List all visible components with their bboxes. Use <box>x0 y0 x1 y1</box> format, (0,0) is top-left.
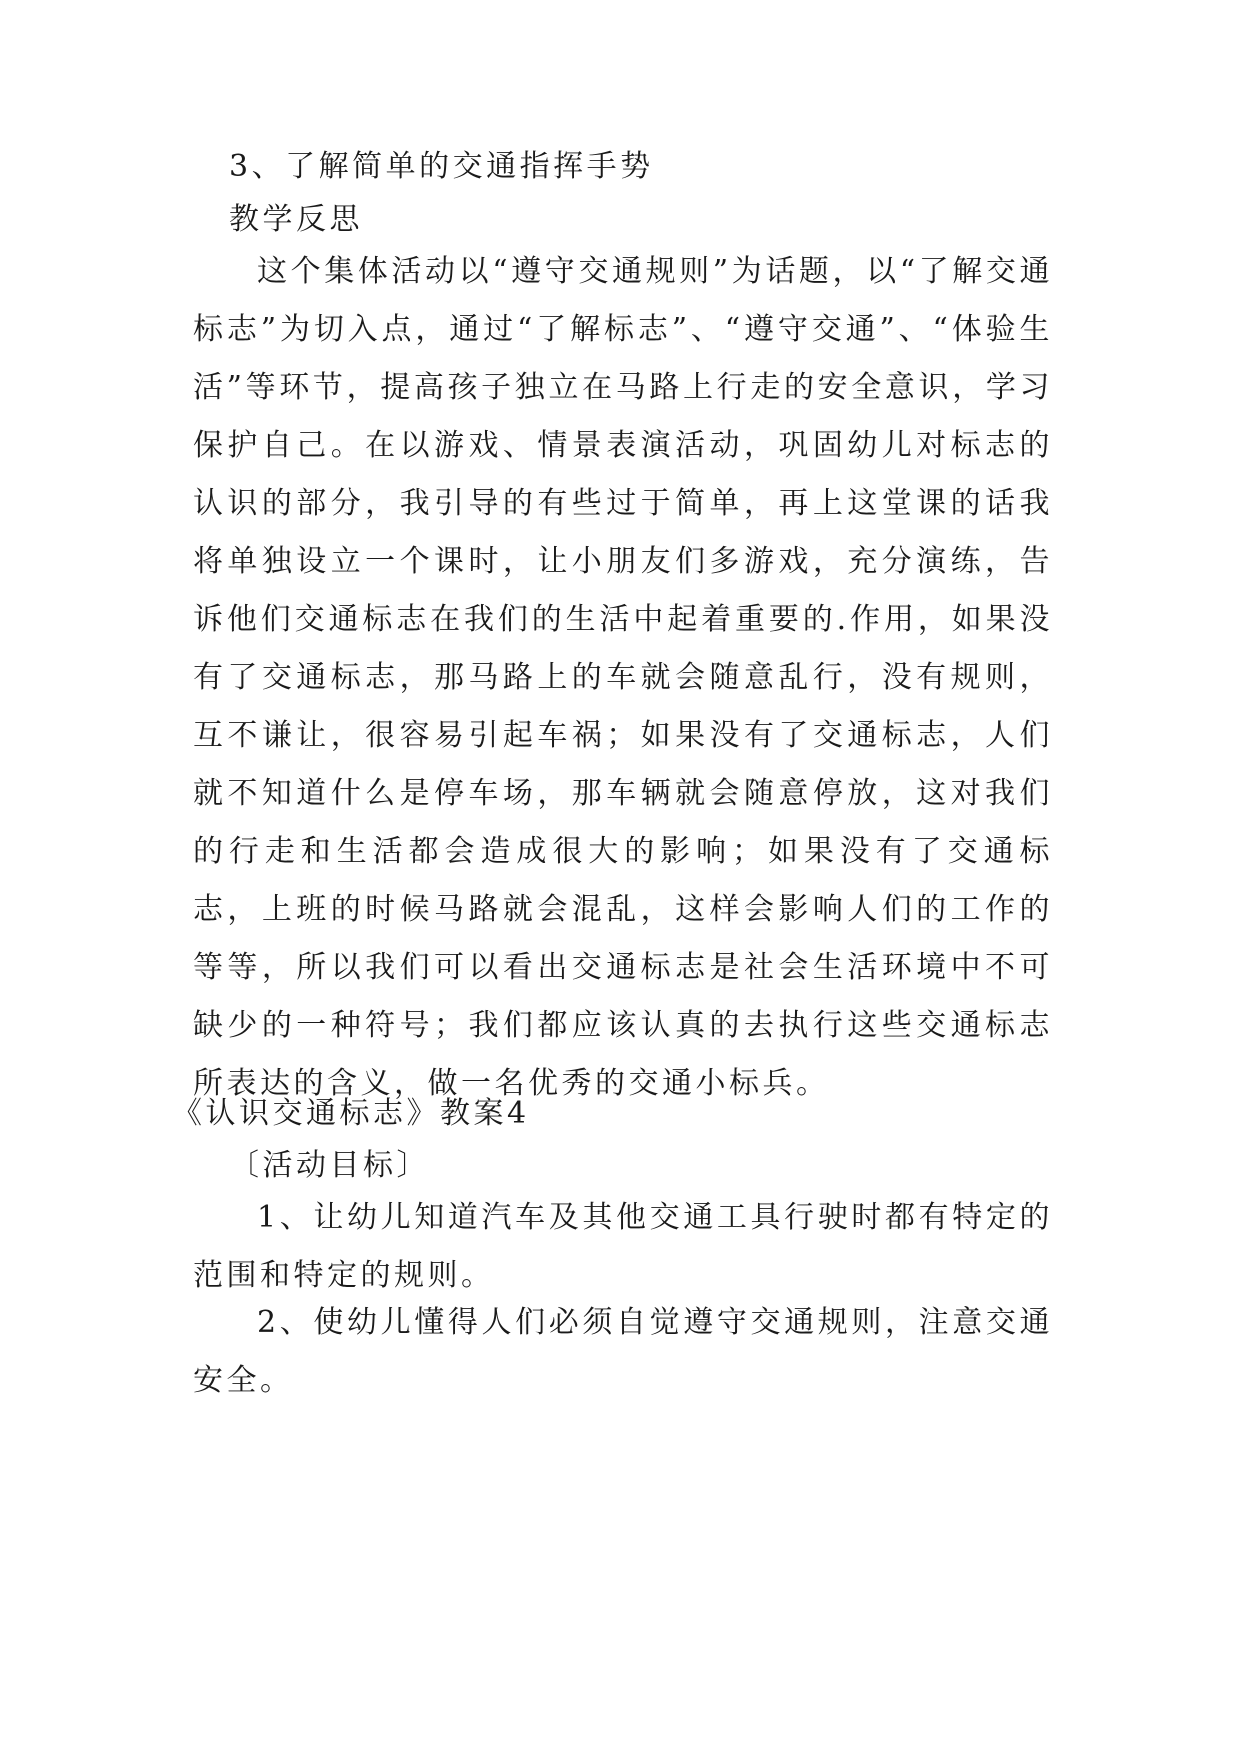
reflection-paragraph: 这个集体活动以“遵守交通规则”为话题，以“了解交通标志”为切入点，通过“了解标志”、“遵守交通”、“体验生活”等环节，提高孩子独立在马路上行走的安全意识，学习保护自己。在以游戏、情景表演活动，巩固幼儿对标志的认识的部分，我引导的有些过于简单，再上这堂课的话我将单独设立一个课时，让小朋友们多游戏，充分演练，告诉他们交通标志在我们的生活中起着重要的.作用，如果没有了交通标志，那马路上的车就会随意乱行，没有规则，互不谦让，很容易引起车祸；如果没有了交通标志，人们就不知道什么是停车场，那车辆就会随意停放，这对我们的行走和生活都会造成很大的影响；如果没有了交通标志，上班的时候马路就会混乱，这样会影响人们的工作的等等，所以我们可以看出交通标志是社会生活环境中不可缺少的一种符号；我们都应该认真的去执行这些交通标志所表达的含义，做一名优秀的交通小标兵。 <box>193 254 1053 1101</box>
goal-item-1: 1、让幼儿知道汽车及其他交通工具行驶时都有特定的范围和特定的规则。 <box>193 1200 1053 1293</box>
lesson-plan-title: 《认识交通标志》教案4 <box>172 1096 530 1131</box>
list-item-3: 3、了解简单的交通指挥手势 <box>229 149 654 184</box>
goal-item-2: 2、使幼儿懂得人们必须自觉遵守交通规则，注意交通安全。 <box>193 1305 1053 1398</box>
reflection-heading: 教学反思 <box>229 202 363 237</box>
activity-goals-heading: 〔活动目标〕 <box>229 1148 430 1183</box>
